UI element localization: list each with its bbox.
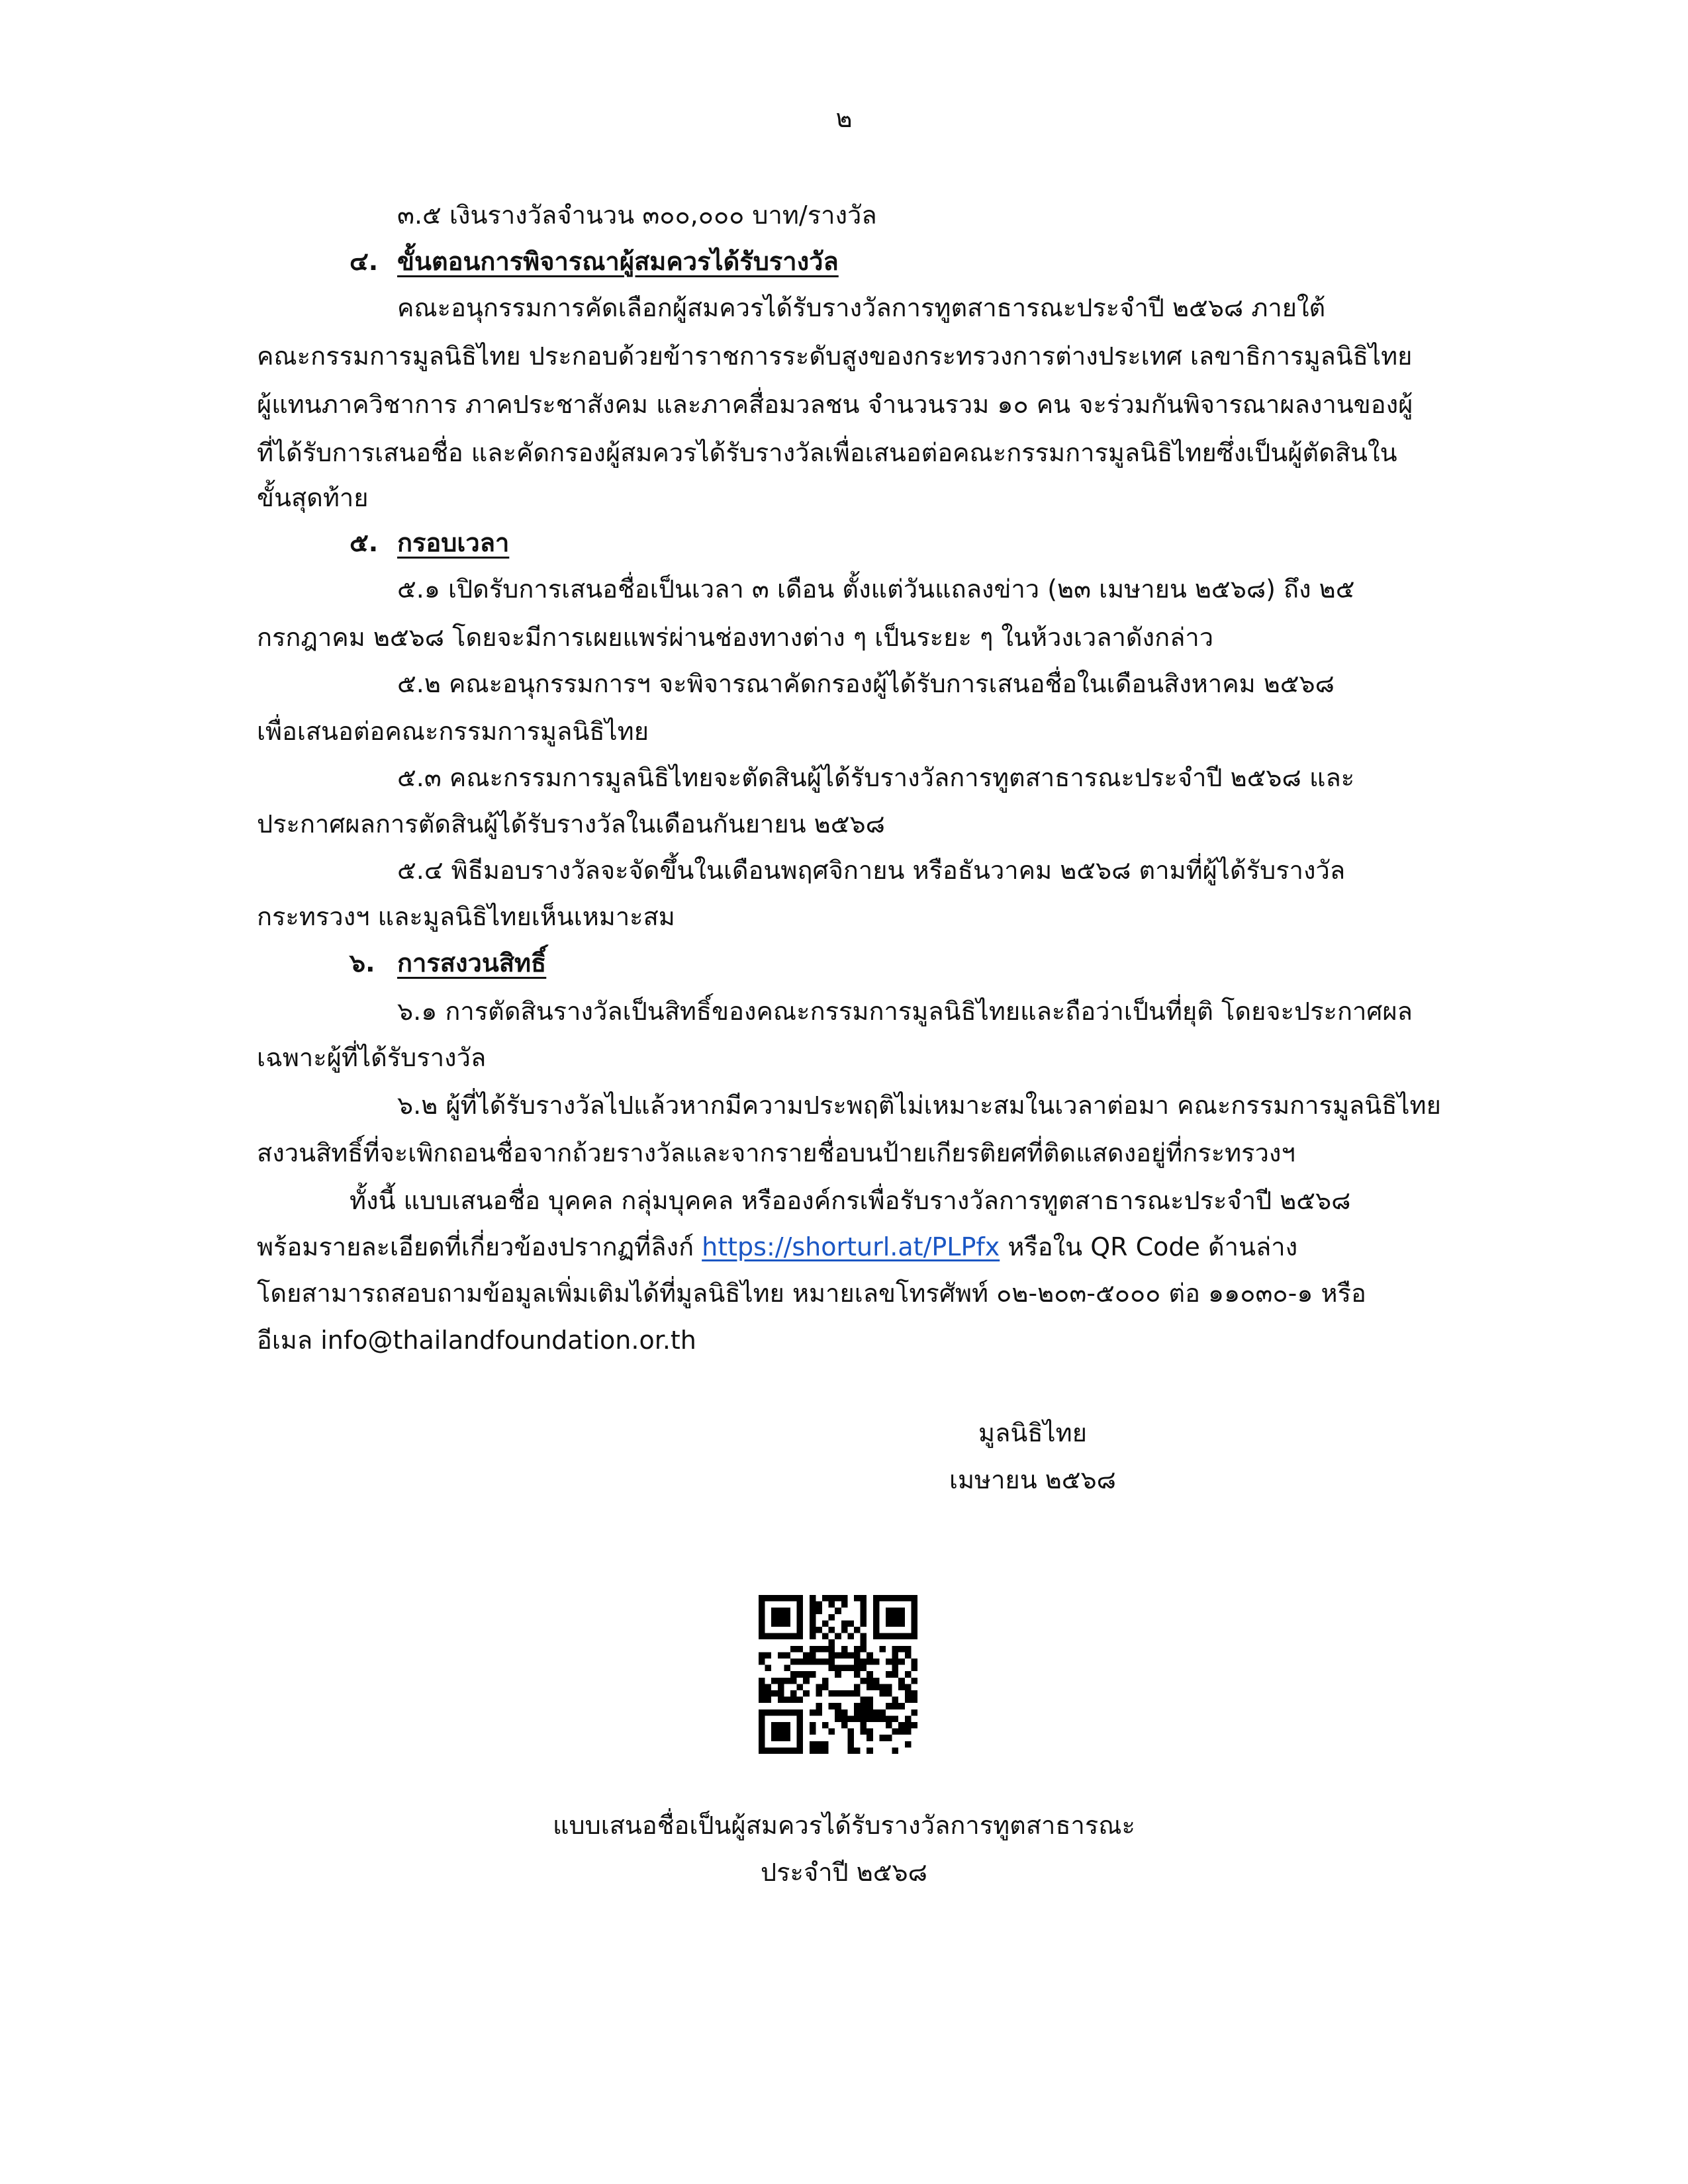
qr-module: [873, 1678, 880, 1684]
qr-module: [898, 1729, 905, 1735]
qr-module: [816, 1608, 822, 1614]
qr-module: [765, 1697, 772, 1704]
qr-module: [867, 1747, 873, 1754]
qr-module: [810, 1722, 816, 1729]
clause-5-4-line-1: ๕.๔ พิธีมอบรางวัลจะจัดขึ้นในเดือนพฤศจิกายน หรือธันวาคม ๒๕๖๘ ตามที่ผู้ได้รับรางวัล: [397, 856, 1346, 885]
signature-date: เมษายน ๒๕๖๘: [949, 1465, 1116, 1494]
qr-module: [847, 1729, 854, 1735]
qr-module: [905, 1652, 912, 1659]
qr-module: [771, 1678, 778, 1684]
qr-module: [790, 1678, 797, 1684]
qr-module: [905, 1741, 912, 1748]
qr-module: [810, 1659, 816, 1665]
qr-module: [873, 1659, 880, 1665]
qr-module: [829, 1595, 835, 1602]
qr-module: [854, 1715, 861, 1722]
clause-6-1-line-2: เฉพาะผู้ที่ได้รับรางวัล: [257, 1043, 487, 1072]
qr-module: [829, 1690, 835, 1697]
qr-module: [867, 1703, 873, 1709]
qr-module: [810, 1614, 816, 1621]
qr-module: [867, 1659, 873, 1665]
section-5-heading: [350, 526, 509, 559]
qr-module: [765, 1690, 772, 1697]
clause-6-2-line-1: ๖.๒ ผู้ที่ได้รับรางวัลไปแล้วหากมีความประพฤติไม่เหมาะสมในเวลาต่อมา คณะกรรมการมูลนิธิไทย: [397, 1091, 1441, 1120]
qr-module: [873, 1684, 880, 1690]
section-4-text-4: ที่ได้รับการเสนอชื่อ และคัดกรองผู้สมควรได้รับรางวัลเพื่อเสนอต่อคณะกรรมการมูลนิธิไทยซึ่งเป็นผู้ตัดสินใน: [257, 438, 1397, 467]
qr-module: [854, 1646, 861, 1653]
qr-module: [847, 1747, 854, 1754]
qr-module: [886, 1735, 892, 1741]
qr-module: [879, 1684, 886, 1690]
qr-module: [790, 1671, 797, 1678]
qr-module: [847, 1741, 854, 1748]
qr-module: [898, 1684, 905, 1690]
qr-module: [816, 1703, 822, 1709]
qr-module: [854, 1690, 861, 1697]
qr-module: [835, 1608, 841, 1614]
qr-module: [911, 1722, 917, 1729]
qr-module: [810, 1741, 816, 1748]
qr-module: [854, 1652, 861, 1659]
qr-module: [835, 1665, 841, 1672]
qr-module: [778, 1697, 784, 1704]
qr-module: [861, 1697, 867, 1704]
qr-module: [861, 1709, 867, 1716]
qr-module: [778, 1678, 784, 1684]
qr-module: [803, 1671, 810, 1678]
clause-5-1-line-1: ๕.๑ เปิดรับการเสนอชื่อเป็นเวลา ๓ เดือน ตั้งแต่วันแถลงข่าว (๒๓ เมษายน ๒๕๖๘) ถึง ๒๕: [397, 574, 1355, 604]
qr-module: [829, 1614, 835, 1621]
qr-module: [911, 1690, 917, 1697]
qr-module: [867, 1715, 873, 1722]
section-5-number: ๕.: [350, 528, 379, 557]
qr-module: [854, 1627, 861, 1633]
qr-module: [816, 1684, 822, 1690]
qr-module: [879, 1690, 886, 1697]
qr-module: [835, 1715, 841, 1722]
qr-module: [861, 1703, 867, 1709]
qr-module: [829, 1659, 835, 1665]
qr-module: [835, 1690, 841, 1697]
qr-module: [822, 1722, 829, 1729]
qr-module: [892, 1665, 899, 1672]
qr-module: [905, 1646, 912, 1653]
qr-module: [778, 1684, 784, 1690]
qr-module: [790, 1697, 797, 1704]
qr-module: [790, 1690, 797, 1697]
section-6-heading: [350, 946, 546, 979]
qr-module: [854, 1671, 861, 1678]
qr-module: [861, 1595, 867, 1602]
clause-5-1-line-2: กรกฎาคม ๒๕๖๘ โดยจะมีการเผยแพร่ผ่านช่องทางต่าง ๆ เป็นระยะ ๆ ในห้วงเวลาดังกล่าว: [257, 623, 1214, 652]
qr-module: [861, 1639, 867, 1646]
qr-module: [879, 1646, 886, 1653]
qr-module: [810, 1671, 816, 1678]
qr-module: [911, 1665, 917, 1672]
closing-line-2-suffix: หรือใน QR Code ด้านล่าง: [1000, 1232, 1298, 1261]
qr-module: [892, 1703, 899, 1709]
qr-module: [790, 1659, 797, 1665]
qr-finder-bottom-left: [759, 1709, 803, 1754]
qr-module: [784, 1678, 790, 1684]
page-number: ๒: [835, 104, 853, 133]
qr-module: [816, 1602, 822, 1608]
qr-module: [867, 1729, 873, 1735]
qr-module: [778, 1652, 784, 1659]
qr-module: [867, 1671, 873, 1678]
qr-module: [835, 1703, 841, 1709]
qr-module: [861, 1678, 867, 1684]
qr-module: [797, 1684, 804, 1690]
qr-module: [759, 1659, 765, 1665]
qr-module: [759, 1678, 765, 1684]
section-4-text-3: ผู้แทนภาควิชาการ ภาคประชาสังคม และภาคสื่อมวลชน จำนวนรวม ๑๐ คน จะร่วมกันพิจารณาผลงานของผู้: [257, 390, 1413, 419]
qr-module: [797, 1646, 804, 1653]
qr-module: [784, 1697, 790, 1704]
qr-module: [835, 1709, 841, 1716]
qr-module: [854, 1595, 861, 1602]
qr-module: [810, 1620, 816, 1627]
qr-module: [892, 1671, 899, 1678]
qr-module: [898, 1722, 905, 1729]
qr-finder-top-left: [759, 1595, 803, 1639]
qr-module: [810, 1602, 816, 1608]
qr-module: [861, 1646, 867, 1653]
qr-module: [759, 1697, 765, 1704]
qr-module: [810, 1747, 816, 1754]
qr-module: [829, 1602, 835, 1608]
qr-module: [892, 1659, 899, 1665]
qr-module: [816, 1646, 822, 1653]
qr-module: [847, 1633, 854, 1640]
qr-module: [911, 1659, 917, 1665]
qr-module: [835, 1652, 841, 1659]
qr-module: [861, 1633, 867, 1640]
qr-module: [886, 1722, 892, 1729]
qr-module: [847, 1690, 854, 1697]
qr-module: [847, 1620, 854, 1627]
qr-module: [816, 1747, 822, 1754]
qr-module: [822, 1620, 829, 1627]
qr-module: [841, 1595, 848, 1602]
qr-module: [803, 1678, 810, 1684]
qr-module: [892, 1729, 899, 1735]
qr-module: [829, 1639, 835, 1646]
section-4-number: ๔.: [350, 247, 379, 276]
qr-module: [911, 1678, 917, 1684]
qr-module: [841, 1690, 848, 1697]
qr-module: [816, 1709, 822, 1716]
qr-module: [886, 1703, 892, 1709]
qr-module: [905, 1722, 912, 1729]
closing-line-4: อีเมล info@thailandfoundation.or.th: [257, 1326, 696, 1355]
qr-module: [886, 1715, 892, 1722]
qr-module: [847, 1652, 854, 1659]
qr-module: [879, 1735, 886, 1741]
qr-module: [898, 1659, 905, 1665]
qr-module: [905, 1690, 912, 1697]
qr-module: [911, 1709, 917, 1716]
nomination-form-link[interactable]: https://shorturl.at/PLPfx: [702, 1232, 1000, 1261]
qr-module: [911, 1697, 917, 1704]
qr-module: [841, 1722, 848, 1729]
qr-module: [861, 1602, 867, 1608]
qr-module: [759, 1690, 765, 1697]
qr-caption-line-2: ประจำปี ๒๕๖๘: [761, 1858, 927, 1887]
qr-module: [861, 1659, 867, 1665]
qr-module: [867, 1735, 873, 1741]
qr-module: [765, 1665, 772, 1672]
qr-module: [797, 1659, 804, 1665]
qr-module: [835, 1595, 841, 1602]
qr-module: [854, 1709, 861, 1716]
qr-module: [861, 1620, 867, 1627]
qr-module: [810, 1709, 816, 1716]
qr-module: [829, 1703, 835, 1709]
qr-module: [822, 1595, 829, 1602]
qr-module: [867, 1678, 873, 1684]
qr-module: [790, 1646, 797, 1653]
qr-module: [841, 1627, 848, 1633]
qr-module: [829, 1652, 835, 1659]
qr-module: [905, 1697, 912, 1704]
qr-module: [816, 1741, 822, 1748]
section-6-title: การสงวนสิทธิ์: [397, 948, 547, 978]
qr-module: [867, 1709, 873, 1716]
qr-module: [861, 1729, 867, 1735]
qr-module: [854, 1747, 861, 1754]
qr-module: [841, 1709, 848, 1716]
qr-module: [822, 1747, 829, 1754]
clause-6-1-line-1: ๖.๑ การตัดสินรางวัลเป็นสิทธิ์ของคณะกรรมการมูลนิธิไทยและถือว่าเป็นที่ยุติ โดยจะประกาศผล: [397, 997, 1413, 1026]
clause-5-2-line-2: เพื่อเสนอต่อคณะกรรมการมูลนิธิไทย: [257, 717, 649, 746]
qr-module: [759, 1652, 765, 1659]
qr-module: [854, 1703, 861, 1709]
qr-module: [886, 1671, 892, 1678]
qr-code-icon[interactable]: [759, 1595, 917, 1754]
qr-module: [816, 1627, 822, 1633]
qr-module: [784, 1652, 790, 1659]
qr-module: [892, 1652, 899, 1659]
qr-module: [810, 1633, 816, 1640]
qr-finder-top-right: [873, 1595, 917, 1639]
qr-module: [803, 1652, 810, 1659]
qr-module: [810, 1627, 816, 1633]
qr-module: [771, 1690, 778, 1697]
closing-line-2: [257, 1230, 1297, 1263]
qr-module: [867, 1684, 873, 1690]
qr-module: [829, 1646, 835, 1653]
qr-module: [822, 1684, 829, 1690]
qr-module: [810, 1595, 816, 1602]
qr-module: [886, 1659, 892, 1665]
qr-module: [822, 1678, 829, 1684]
qr-module: [854, 1659, 861, 1665]
qr-module: [861, 1614, 867, 1621]
qr-module: [873, 1715, 880, 1722]
section-4-text-2: คณะกรรมการมูลนิธิไทย ประกอบด้วยข้าราชการระดับสูงของกระทรวงการต่างประเทศ เลขาธิการมูลนิธิไทย: [257, 341, 1413, 371]
qr-module: [816, 1659, 822, 1665]
qr-module: [822, 1741, 829, 1748]
qr-module: [835, 1633, 841, 1640]
qr-module: [803, 1659, 810, 1665]
qr-module: [854, 1665, 861, 1672]
section-4-title: ขั้นตอนการพิจารณาผู้สมควรได้รับรางวัล: [397, 247, 839, 276]
qr-module: [905, 1715, 912, 1722]
qr-module: [861, 1608, 867, 1614]
qr-module: [835, 1671, 841, 1678]
section-4-text-5: ขั้นสุดท้าย: [257, 483, 369, 512]
qr-module: [841, 1665, 848, 1672]
qr-module: [892, 1646, 899, 1653]
qr-module: [841, 1646, 848, 1653]
closing-line-3: โดยสามารถสอบถามข้อมูลเพิ่มเติมได้ที่มูลนิธิไทย หมายเลขโทรศัพท์ ๐๒-๒๐๓-๕๐๐๐ ต่อ ๑๑๐๓๐-๑ หรือ: [257, 1279, 1366, 1308]
qr-module: [810, 1646, 816, 1653]
qr-module: [861, 1722, 867, 1729]
qr-module: [898, 1646, 905, 1653]
qr-module: [797, 1671, 804, 1678]
qr-module: [841, 1715, 848, 1722]
qr-module: [810, 1652, 816, 1659]
qr-module: [898, 1678, 905, 1684]
closing-line-2-prefix: พร้อมรายละเอียดที่เกี่ยวข้องปรากฏที่ลิงก์: [257, 1232, 702, 1261]
qr-module: [892, 1747, 899, 1754]
section-5-title: กรอบเวลา: [397, 528, 510, 557]
qr-module: [841, 1620, 848, 1627]
qr-module: [765, 1652, 772, 1659]
qr-module: [810, 1729, 816, 1735]
clause-5-4-line-2: กระทรวงฯ และมูลนิธิไทยเห็นเหมาะสม: [257, 902, 675, 931]
qr-module: [873, 1709, 880, 1716]
qr-module: [829, 1627, 835, 1633]
qr-module: [861, 1715, 867, 1722]
qr-module: [847, 1735, 854, 1741]
qr-module: [879, 1715, 886, 1722]
clause-3-5: ๓.๕ เงินรางวัลจำนวน ๓๐๐,๐๐๐ บาท/รางวัล: [397, 201, 877, 230]
qr-module: [765, 1684, 772, 1690]
qr-module: [829, 1729, 835, 1735]
qr-module: [797, 1697, 804, 1704]
qr-module: [854, 1684, 861, 1690]
qr-module: [886, 1690, 892, 1697]
qr-caption-line-1: แบบเสนอชื่อเป็นผู้สมควรได้รับรางวัลการทูตสาธารณะ: [553, 1811, 1135, 1840]
qr-module: [892, 1715, 899, 1722]
qr-module: [905, 1684, 912, 1690]
qr-module: [784, 1665, 790, 1672]
qr-module: [847, 1665, 854, 1672]
clause-5-3-line-2: ประกาศผลการตัดสินผู้ได้รับรางวัลในเดือนกันยายน ๒๕๖๘: [257, 809, 885, 839]
qr-module: [759, 1684, 765, 1690]
closing-line-1: ทั้งนี้ แบบเสนอชื่อ บุคคล กลุ่มบุคคล หรือองค์กรเพื่อรับรางวัลการทูตสาธารณะประจำปี ๒๕๖๘: [350, 1186, 1351, 1215]
section-4-text-1: คณะอนุกรรมการคัดเลือกผู้สมควรได้รับรางวัลการทูตสาธารณะประจำปี ๒๕๖๘ ภายใต้: [397, 293, 1326, 322]
section-6-number: ๖.: [350, 948, 375, 978]
qr-module: [905, 1729, 912, 1735]
qr-module: [841, 1652, 848, 1659]
qr-module: [892, 1697, 899, 1704]
qr-module: [867, 1697, 873, 1704]
signature-organization: มูลนิธิไทย: [978, 1418, 1087, 1447]
qr-module: [898, 1703, 905, 1709]
qr-module: [886, 1684, 892, 1690]
qr-module: [822, 1633, 829, 1640]
qr-module: [841, 1602, 848, 1608]
qr-module: [778, 1690, 784, 1697]
qr-module: [810, 1608, 816, 1614]
qr-module: [822, 1659, 829, 1665]
qr-module: [861, 1665, 867, 1672]
clause-6-2-line-2: สงวนสิทธิ์ที่จะเพิกถอนชื่อจากถ้วยรางวัลและจากรายชื่อบนป้ายเกียรติยศที่ติดแสดงอยู่ที่กระทรวงฯ: [257, 1138, 1295, 1167]
qr-module: [803, 1690, 810, 1697]
clause-5-2-line-1: ๕.๒ คณะอนุกรรมการฯ จะพิจารณาคัดกรองผู้ได้รับการเสนอชื่อในเดือนสิงหาคม ๒๕๖๘: [397, 669, 1335, 698]
qr-module: [822, 1646, 829, 1653]
qr-module: [867, 1652, 873, 1659]
qr-module: [879, 1709, 886, 1716]
clause-5-3-line-1: ๕.๓ คณะกรรมการมูลนิธิไทยจะตัดสินผู้ได้รับรางวัลการทูตสาธารณะประจำปี ๒๕๖๘ และ: [397, 763, 1355, 792]
qr-module: [905, 1671, 912, 1678]
qr-module: [847, 1715, 854, 1722]
section-4-heading: [350, 245, 839, 278]
qr-module: [829, 1665, 835, 1672]
qr-module: [816, 1690, 822, 1697]
